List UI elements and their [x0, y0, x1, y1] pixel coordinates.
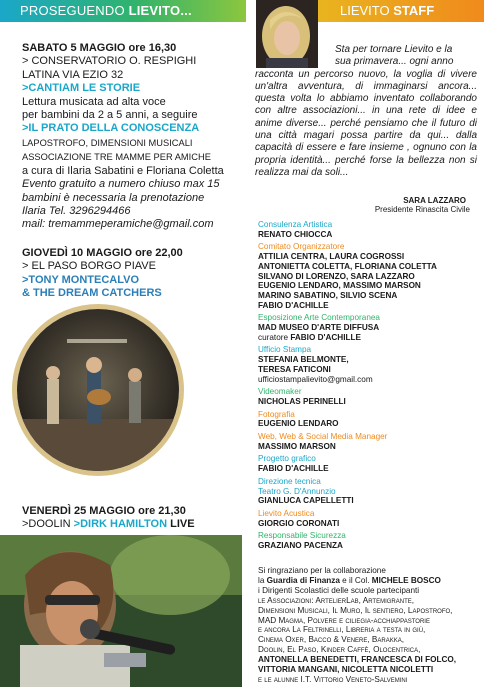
- event-venue: > CONSERVATORIO O. RESPIGHI: [22, 55, 197, 68]
- thanks-line: Si ringraziano per la collaborazione: [258, 566, 386, 575]
- staff-item: Consulenza Artistica RENATO CHIOCCA: [258, 220, 478, 239]
- event-date: GIOVEDÌ 10 MAGGIO ore 22,00: [22, 247, 183, 259]
- event-address: LATINA VIA EZIO 32: [22, 68, 124, 81]
- staff-role: Web, Web & Social Media Manager: [258, 432, 388, 442]
- quote-author-role: Presidente Rinascita Civile: [374, 205, 470, 214]
- staff-role: Comitato Organizzatore: [258, 242, 345, 252]
- thanks-line: Cinema Oxer, Bacco & Venere, Barakka,: [258, 635, 405, 645]
- event-curators: a cura di Ilaria Sabatini e Floriana Coletta: [22, 164, 224, 177]
- staff-item: Lievito Acustica GIORGIO CORONATI: [258, 509, 478, 528]
- staff-item: Esposizione Arte Contemporanea MAD MUSEO D'ARTE DIFFUSA curatore FABIO D'ACHILLE: [258, 313, 478, 342]
- staff-role: Progetto grafico: [258, 454, 316, 464]
- quote-body: racconta un percorso nuovo, la voglia di vivere un'altra avventura, di immaginarsi ancora... questa volta lo abbiamo inventato collaborando con altre associazioni... in una rete di idee e anime diverse... perché pensiamo che il futuro di una città magari possa partire da qui... dalla capacità di essere e fare insieme , ognuno con la propria identità... perché forse la bellezza non si realizza mai da soli...: [255, 68, 477, 178]
- event-title: >CANTIAM LE STORIE: [22, 82, 141, 95]
- thanks-line: MAD Magma, Polvere e ciliegia-acchiappastorie: [258, 615, 430, 625]
- event-org: ASSOCIAZIONE TRE MAMME PER AMICHE: [22, 152, 211, 163]
- event-venue-artist: >DOOLIN >DIRK HAMILTON LIVE: [22, 518, 195, 531]
- staff-role: Fotografia: [258, 409, 295, 419]
- header-right-title: LIEVITO STAFF: [340, 3, 435, 18]
- header-bar-right: [318, 0, 484, 22]
- header-left-title: PROSEGUENDO LIEVITO...: [20, 3, 192, 18]
- staff-sub: Teatro G. D'Annunzio: [258, 486, 336, 496]
- staff-item: Progetto grafico FABIO D'ACHILLE: [258, 454, 478, 473]
- event-date: VENERDÌ 25 MAGGIO ore 21,30: [22, 505, 186, 517]
- event-email[interactable]: mail: tremammeperamiche@gmail.com: [22, 218, 214, 231]
- event-note: bambini è necessaria la prenotazione: [22, 191, 205, 204]
- event-thursday: [22, 247, 252, 301]
- staff-role: Consulenza Artistica: [258, 220, 333, 229]
- thanks-line: le Associazioni: ArtelierLab, Artemigrante,: [258, 595, 415, 605]
- thanks-line: e le alunne I.T. Vittorio Veneto-Salvemini: [258, 674, 408, 684]
- staff-item: Fotografia EUGENIO LENDARO: [258, 410, 478, 429]
- event-artist: >DIRK HAMILTON: [73, 518, 168, 531]
- singer-photo: [0, 535, 242, 687]
- quote-line: sua primavera... ogni anno: [335, 56, 454, 68]
- staff-role: Direzione tecnica: [258, 476, 321, 486]
- staff-item: Web, Web & Social Media Manager MASSIMO MARSON: [258, 432, 478, 451]
- header-bar-left: [0, 0, 246, 22]
- quote-line: Sta per tornare Lievito e la: [335, 44, 453, 55]
- thanks-line: VITTORIA MANGANI, NICOLETTA NICOLETTI: [258, 665, 434, 675]
- event-date: SABATO 5 MAGGIO ore 16,30: [22, 42, 177, 54]
- event-venue: > EL PASO BORGO PIAVE: [22, 260, 156, 273]
- staff-item: Responsabile Sicurezza GRAZIANO PACENZA: [258, 531, 478, 550]
- event-desc: Lettura musicata ad alta voce: [22, 95, 166, 108]
- staff-role: Ufficio Stampa: [258, 345, 312, 355]
- band-circle-photo: [12, 304, 184, 476]
- event-friday: [22, 505, 252, 532]
- thanks-line: Dimensioni Musicali, Il Muro, Il sentiero, Lapostrofo,: [258, 605, 453, 615]
- quote-author: SARA LAZZARO Presidente Rinascita Civile: [374, 196, 470, 214]
- event-artist: >TONY MONTECALVO: [22, 273, 140, 286]
- staff-email[interactable]: ufficiostampalievito@gmail.com: [258, 374, 373, 384]
- event-org: LAPOSTROFO, DIMENSIONI MUSICALI: [22, 137, 193, 148]
- thanks-line: la Guardia di Finanza e il Col. MICHELE BOSCO: [258, 575, 441, 585]
- event-phone: Ilaria Tel. 3296294466: [22, 205, 131, 218]
- thanks-line: Doolin, El Paso, Kinder Caffè, Olocentrica,: [258, 645, 421, 655]
- staff-list: [258, 220, 478, 551]
- event-desc: per bambini da 2 a 5 anni, a seguire: [22, 109, 198, 122]
- staff-item: Ufficio Stampa STEFANIA BELMONTE, TERESA FATICONI ufficiostampalievito@gmail.com: [258, 345, 478, 384]
- staff-item: Videomaker NICHOLAS PERINELLI: [258, 387, 478, 406]
- staff-item: Comitato Organizzatore ATTILIA CENTRA, LAURA COGROSSI ANTONIETTA COLETTA, FLORIANA COLETTA SILVANO DI LORENZO, SARA LAZZARO EUGENIO LENDARO, MASSIMO MARSON MARINO SABATINO, SILVIO SCENA FABIO D'ACHILLE: [258, 242, 478, 310]
- thanks-line: ANTONELLA BENEDETTI, FRANCESCA DI FOLCO,: [258, 655, 457, 665]
- staff-role: Responsabile Sicurezza: [258, 531, 346, 541]
- event-note: Evento gratuito a numero chiuso max 15: [22, 178, 220, 191]
- staff-role: Esposizione Arte Contemporanea: [258, 313, 380, 323]
- thanks-line: e ancora La Feltrinelli, Libreria a testa in giù,: [258, 625, 426, 635]
- staff-role: Videomaker: [258, 387, 302, 397]
- staff-role: Lievito Acustica: [258, 508, 315, 518]
- thanks-block: [258, 566, 480, 685]
- thanks-line: i Dirigenti Scolastici delle scuole partecipanti: [258, 585, 420, 595]
- event-artist: & THE DREAM CATCHERS: [22, 287, 162, 300]
- staff-quote: [255, 44, 477, 179]
- event-title-2: >IL PRATO DELLA CONOSCENZA: [22, 122, 200, 135]
- event-saturday: [22, 42, 252, 232]
- staff-item: Direzione tecnica Teatro G. D'Annunzio GIANLUCA CAPELLETTI: [258, 477, 478, 506]
